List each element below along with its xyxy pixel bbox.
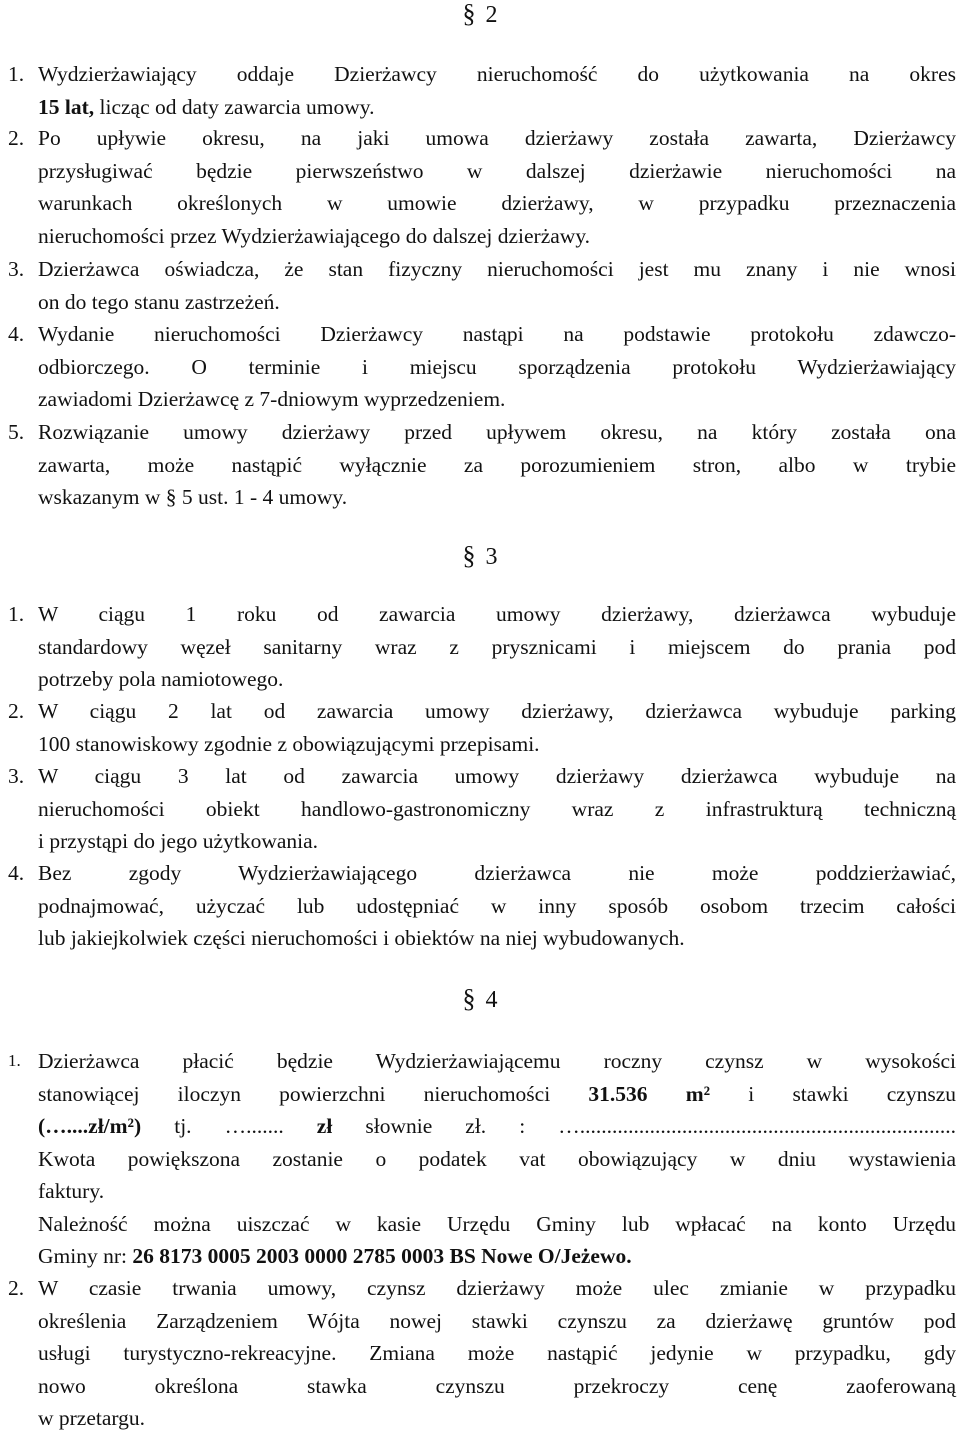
bold-text: 15 lat, [38,94,95,119]
clause-number: 2. [8,699,25,723]
text-line [38,663,956,696]
text-run: przysługiwać będzie pierwszeństwo w dalszej dzierżawie nieruchomości na [38,158,956,183]
text-run: słownie zł. : …...................................................................... [332,1114,957,1138]
text-line [38,1272,956,1305]
text-run: stanowiącej iloczyn powierzchni nieruchomości [38,1081,589,1106]
text-line [38,1143,956,1176]
clause-4-1 [8,1045,956,1273]
text-line [38,1337,956,1370]
section-heading-3 [0,540,960,573]
text-line [38,825,956,858]
text-line [38,286,956,319]
clause-number: 3. [8,257,25,281]
text-run: nieruchomości obiekt handlowo-gastronomiczny wraz z infrastrukturą techniczną [38,796,956,821]
clause-number: 1. [8,602,25,626]
text-line [38,383,956,416]
clause-text [38,58,956,123]
text-run: Gminy nr: [38,1244,133,1268]
clause-number: 1. [8,1051,21,1070]
bold-text: zł [316,1114,333,1138]
text-run: usługi turystyczno-rekreacyjne. Zmiana może nastąpić jedynie w przypadku, gdy [38,1341,956,1365]
clause-3-2 [8,695,956,760]
bold-text: 31.536 m² [588,1081,711,1106]
text-line [38,1370,956,1403]
text-run: W czasie trwania umowy, czynsz dzierżawy może ulec zmianie w przypadku [38,1276,956,1300]
clause-text [38,1045,956,1273]
text-line [38,1175,956,1208]
clause-number: 3. [8,764,25,788]
text-line [38,760,956,793]
section-number: 3 [485,544,498,570]
text-run: W ciągu 3 lat od zawarcia umowy dzierżawy dzierżawca wybuduje na [38,764,956,788]
text-run: tj. …....... [141,1114,317,1138]
section-heading-4 [0,983,960,1016]
clause-number: 5. [8,420,25,444]
text-line [38,351,956,384]
text-line [38,481,956,514]
clause-number: 2. [8,1276,25,1300]
text-line [38,1110,956,1143]
clause-number: 2. [8,126,25,150]
section-number: 4 [485,987,498,1013]
text-line [38,1240,956,1273]
text-run: Po upływie okresu, na jaki umowa dzierżawy została zawarta, Dzierżawcy [38,126,956,150]
section-mark: § [462,0,476,28]
section-mark: § [462,541,476,570]
clause-2-4 [8,318,956,416]
text-line [38,857,956,890]
text-run: faktury. [38,1179,105,1203]
text-line [38,91,956,124]
text-run: § [165,485,177,509]
clause-2-5 [8,416,956,514]
text-line [38,631,956,664]
text-line [38,187,956,220]
text-run: i stawki czynszu [710,1081,957,1106]
text-line [38,449,956,482]
text-line [38,890,956,923]
text-line [38,318,956,351]
text-line [38,1045,956,1078]
clause-text [38,416,956,514]
text-run: Dzierżawca oświadcza, że stan fizyczny nieruchomości jest mu znany i nie wnosi [38,257,956,281]
text-run: Wydanie nieruchomości Dzierżawcy nastąpi na podstawie protokołu zdawczo- [38,322,956,346]
text-run: zawiadomi Dzierżawcę z 7-dniowym wyprzedzeniem. [38,387,506,411]
text-run: odbiorczego. O terminie i miejscu sporządzenia protokołu Wydzierżawiający [38,354,956,379]
clause-number: 1. [8,62,25,86]
text-run: zawarta, może nastąpić wyłącznie za porozumieniem stron, albo w trybie [38,452,956,477]
text-run: potrzeby pola namiotowego. [38,667,284,691]
text-run: W ciągu 2 lat od zawarcia umowy dzierżawy, dzierżawca wybuduje parking [38,699,956,723]
clause-text [38,598,956,696]
text-run: w przetargu. [38,1406,146,1430]
text-line [38,416,956,449]
text-run: standardowy węzeł sanitarny wraz z prysznicami i miejscem do prania pod [38,634,956,659]
text-run: Rozwiązanie umowy dzierżawy przed upływem okresu, na który została ona [38,420,956,444]
section-mark: § [462,984,476,1013]
text-run: określenia Zarządzeniem Wójta nowej stawki czynszu za dzierżawę gruntów pod [38,1308,956,1333]
text-line [38,793,956,826]
text-line [38,1078,956,1111]
bold-text: (…....zł/m²) [38,1114,142,1138]
text-run: warunkach określonych w umowie dzierżawy, w przypadku przeznaczenia [38,191,956,215]
clause-number: 4. [8,322,25,346]
text-run: 5 ust. 1 - 4 umowy. [176,485,348,509]
text-run: on do tego stanu zastrzeżeń. [38,289,280,314]
clause-3-1 [8,598,956,696]
text-run: nowo określona stawka czynszu przekroczy cenę zaoferowaną [38,1373,956,1398]
clause-4-2 [8,1272,956,1435]
text-run: wskazanym w [38,485,166,509]
section-number: 2 [485,2,498,28]
text-run: lub jakiejkolwiek części nieruchomości i obiektów na niej wybudowanych. [38,926,685,950]
text-run: i przystąpi do jego użytkowania. [38,829,319,853]
text-line [38,695,956,728]
text-run: licząc od daty zawarcia umowy. [94,94,375,119]
section-heading-2 [0,0,960,31]
clause-text [38,318,956,416]
text-line [38,253,956,286]
clause-text [38,1272,956,1435]
clause-2-3 [8,253,956,318]
text-line [38,728,956,761]
clause-number: 4. [8,861,25,885]
text-run: W ciągu 1 roku od zawarcia umowy dzierżawy, dzierżawca wybuduje [38,602,956,626]
text-run: Należność można uiszczać w kasie Urzędu Gminy lub wpłacać na konto Urzędu [38,1211,956,1236]
text-line [38,58,956,91]
text-line [38,155,956,188]
clause-text [38,857,956,955]
text-line [38,1402,956,1435]
text-run: nieruchomości przez Wydzierżawiającego do dalszej dzierżawy. [38,223,591,248]
text-line [38,1305,956,1338]
clause-3-4 [8,857,956,955]
clause-text [38,695,956,760]
clause-text [38,122,956,252]
clause-2-1 [8,58,956,123]
text-run: 100 stanowiskowy zgodnie z obowiązującymi przepisami. [38,731,540,756]
text-run: Dzierżawca płacić będzie Wydzierżawiającemu roczny czynsz w wysokości [38,1049,956,1073]
clause-text [38,253,956,318]
text-line [38,598,956,631]
bold-text: 26 8173 0005 2003 0000 2785 0003 BS Nowe O/Jeżewo. [132,1244,632,1268]
text-line [38,122,956,155]
clause-text [38,760,956,858]
text-line [38,220,956,253]
text-run: Wydzierżawiający oddaje Dzierżawcy nieruchomość do użytkowania na okres [38,62,956,86]
clause-3-3 [8,760,956,858]
text-run: podnajmować, użyczać lub udostępniać w inny sposób osobom trzecim całości [38,893,956,918]
text-line [38,1208,956,1241]
text-line [38,922,956,955]
clause-2-2 [8,122,956,252]
text-run: Kwota powiększona zostanie o podatek vat obowiązujący w dniu wystawienia [38,1146,956,1171]
text-run: Bez zgody Wydzierżawiającego dzierżawca nie może poddzierżawiać, [38,861,956,885]
